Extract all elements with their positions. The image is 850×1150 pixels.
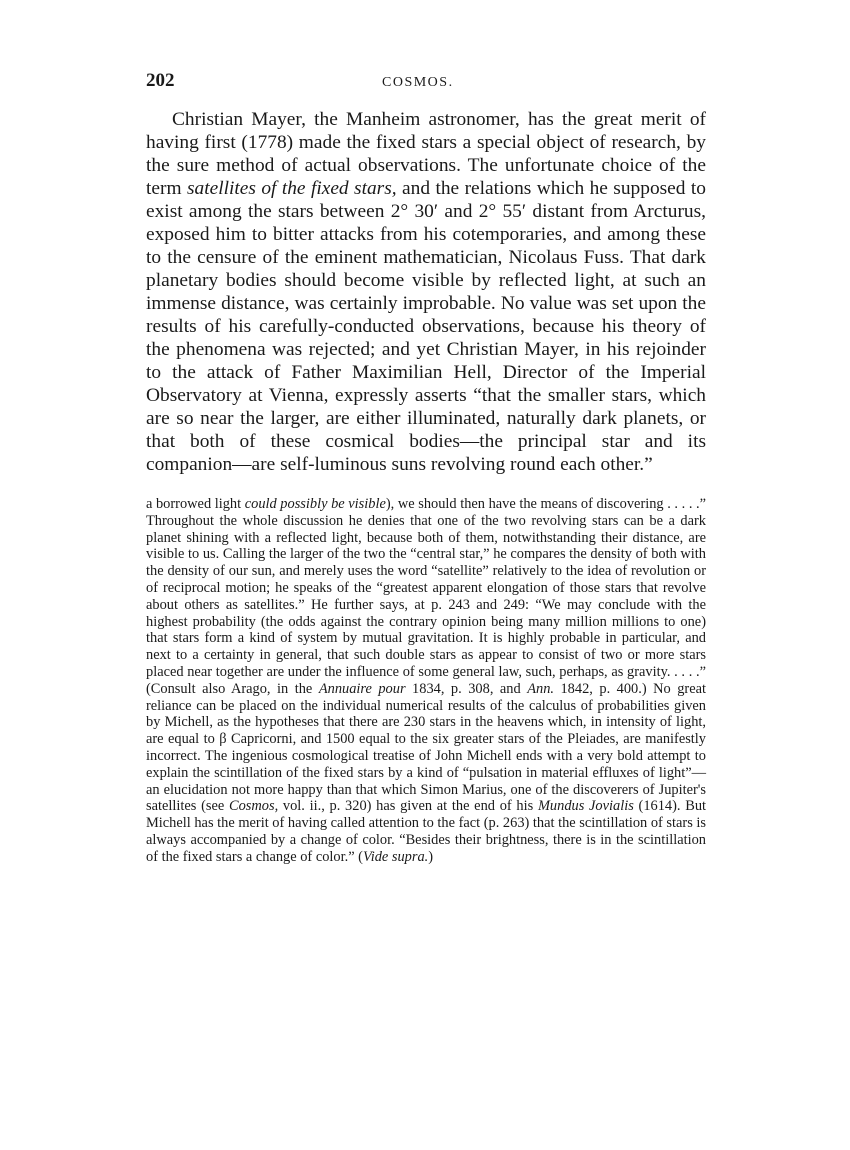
footnote-italic-1: could possibly be visible [244, 496, 386, 512]
body-text-1: Christian Mayer, the Manheim astronomer, has the great merit of having first (1778) made the fixed stars a special object of research, by the sure method of actual observations. The unfortunate choice of the term [146, 109, 706, 199]
footnote-text-6: (1614). But Michell has the merit of having called attention to the fact (p. 263) that the scintillation of stars is always accompanied by a change of color. “Besides their brightness, there is in the scintillation of the fixed stars a change of color.” ( [146, 798, 707, 865]
running-head [146, 70, 706, 100]
footnote-text-3: 1834, p. 308, and [405, 680, 528, 697]
footnote-italic-mundus: Mundus Jovialis [537, 798, 634, 815]
footnote-italic-vide: Vide supra. [362, 848, 429, 865]
body-text-2: and the relations which he supposed to exist among the stars between 2° 30′ and 2° 55′ distant from Arcturus, exposed him to bitter attacks from his cotemporaries, and among these to the censure of the eminent mathematician, Nicolaus Fuss. That dark planetary bodies should become visible by reflected light, at such an immense distance, was certainly improbable. No value was set upon the results of his carefully-conducted observations, because his theory of the phenomena was rejected; and yet Christian Mayer, in his rejoinder to the attack of Father Maximilian Hell, Director of the Imperial Observatory at Vienna, expressly asserts “that the smaller stars, which are so near the larger, are either illuminated, naturally dark planets, or that both of these cosmical bodies—the principal star and its companion—are self-luminous suns revolving round each other.” [146, 178, 706, 475]
footnote-italic-annuaire: Annuaire pour [318, 680, 406, 697]
running-title: COSMOS. [382, 75, 454, 90]
footnote-text-7: ) [428, 848, 434, 865]
footnote-text-5: vol. ii., p. 320) has given at the end of his [278, 798, 538, 815]
body-italic-satellites: satellites of the fixed stars, [186, 178, 397, 199]
page-number: 202 [146, 70, 175, 91]
footnote [146, 496, 706, 866]
footnote-italic-cosmos: Cosmos, [228, 798, 279, 815]
body-paragraph [146, 108, 706, 476]
footnote-text-2: ), we should then have the means of discovering . . . . .” Throughout the whole discussion he denies that one of the two revolving stars can be a dark planet shining with a reflected light, because both of them, notwithstanding their distance, are visible to us. Calling the larger of the two the “central star,” he compares the density of both with the density of our sun, and merely uses the word “satellite” relatively to the idea of revolution or of reciprocal motion; he speaks of the “greatest apparent elongation of those stars that revolve about others as satellites.” He further says, at p. 243 and 249: “We may conclude with the highest probability (the odds against the contrary opinion being many million millions to one) that stars form a kind of system by mutual gravitation. It is highly probable in particular, and next to a certainty in general, that such double stars as appear to consist of two or more stars placed near together are under the influence of some general law, such, perhaps, as gravity. . . . .” (Consult also Arago, in the [146, 496, 707, 697]
footnote-italic-ann: Ann. [527, 680, 554, 697]
book-page [146, 70, 706, 880]
footnote-text-4: 1842, p. 400.) No great reliance can be placed on the individual numerical results of the calculus of probabilities given by Michell, as the hypotheses that there are 230 stars in the heavens which, in intensity of light, are equal to β Capricorni, and 1500 equal to the six greater stars of the Pleiades, are manifestly incorrect. The ingenious cosmological treatise of John Michell ends with a very bold attempt to explain the scintillation of the fixed stars by a kind of “pulsation in material effluxes of light”—an elucidation not more happy than that which Simon Marius, one of the discoverers of Jupiter's satellites (see [146, 680, 706, 815]
footnote-text-1: a borrowed light [146, 496, 245, 512]
